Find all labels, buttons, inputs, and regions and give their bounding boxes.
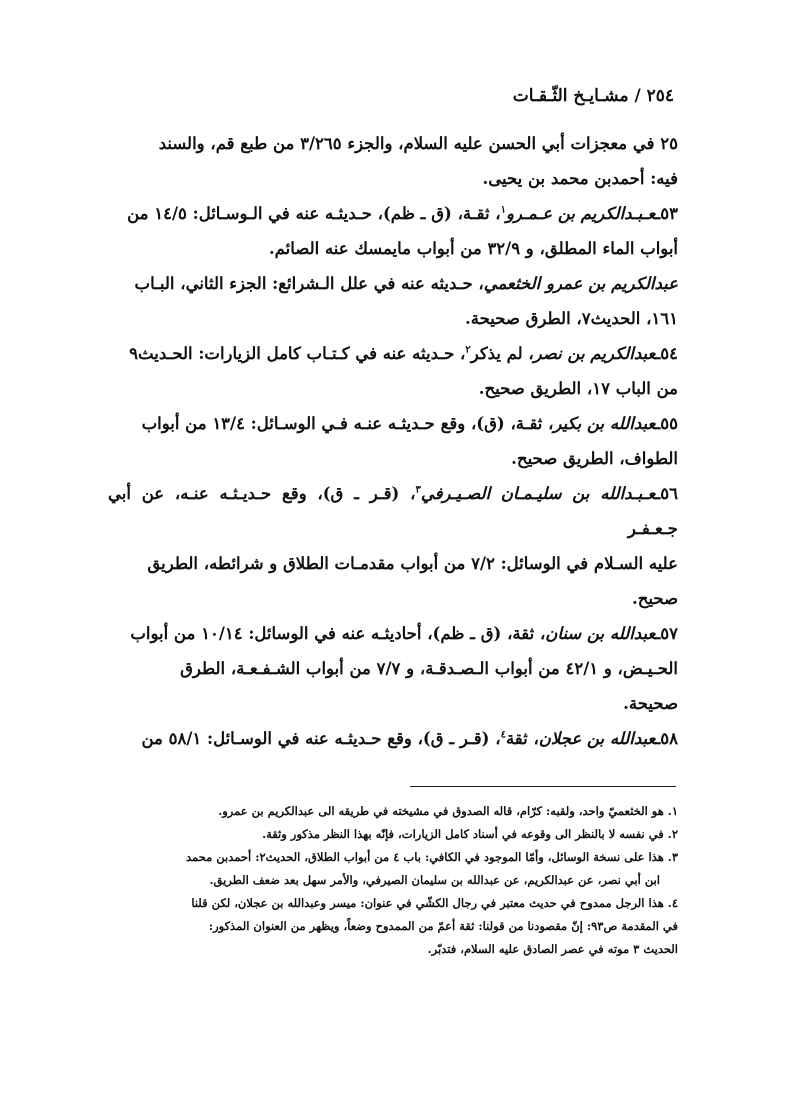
footnote-2: ٢. في نفسه لا بالنظر الى وقوعه في أسناد كامل الزيارات، فإنّه بهذا النظر مذكور وثقة. [262,827,678,841]
footnote-4 [103,892,678,961]
footnote-line: ابن أبي نصر، عن عبدالكريم، عن عبدالله بن سليمان الصيرفي، والأمر سهل بعد ضعف الطريق. [209,873,660,887]
entry-text: ، ثقة [505,729,539,748]
footnote-ref[interactable]: ١ [500,204,506,216]
footnote-divider [410,786,676,787]
footnote-line: ٣. هذا على نسخة الوسائل، وأمّا الموجود في الكافي: باب ٤ من أبواب الطلاق، الحديث٢: أحمدبن محمد [185,850,678,864]
footnote-ref[interactable]: ٣ [415,484,421,496]
footnote-line: ٤. هذا الرجل ممدوح في حديث معتبر في رجال الكشّي في عنوان: ميسر وعبدالله بن عجلان، لكن قلنا [191,896,678,910]
entry-55 [108,406,678,476]
entry-text: ، (قـر ـ ق)، وقع حـديثـه عنه في الوسـائل: ٥٨/١ من [141,729,501,748]
footnote-1: ١. هو الخثعميّ واحد، ولقبه: كرّام، قاله الصدوق في مشيخته في طريقه الى عبدالكريم بن عمرو. [218,804,678,818]
entry-53 [108,196,678,266]
text-line: صحيح. [631,589,678,608]
entry-text: ، ثقـة، (ق ـ ظم)، حـديثـه عنه في الـوسـائل: ١٤/٥ من [127,204,501,223]
entry-number: ٥٦ـ [655,484,678,503]
entry-number: ٥٨ـ [655,729,678,748]
entry-number: ٥٥ـ [655,414,678,433]
entry-53-sub [108,266,678,336]
entry-text: ، حـديثه عنه في علل الـشرائع: الجزء الثاني، البـاب [134,274,484,293]
footnote-ref[interactable]: ٢ [465,344,471,356]
text-line: عليه السـلام في الوسائل: ٧/٢ من أبواب مقدمـات الطلاق و شرائطه، الطريق [147,554,678,573]
narrator-name: عـبـدالكريم بن عـمـرو [505,204,656,223]
entry-54 [108,336,678,406]
footnote-3 [103,846,678,892]
footnote-line: الحديث ٣ موته في عصر الصادق عليه السلام، فتدبّر. [427,942,678,956]
footnote-ref[interactable]: ٤ [500,729,506,741]
entry-57 [108,616,678,721]
entry-text: ، لم يذكر [470,344,534,363]
text-line: أبواب الماء المطلق، و ٣٢/٩ من أبواب مايمسك عنه الصائم. [268,239,678,258]
running-head: ٢٥٤ / مشـايـخ الثّـقـات [512,86,674,106]
narrator-name: عـبـدالله بن سليـمـان الصـيـرفي [420,484,656,503]
entry-number: ٥٤ـ [655,344,678,363]
entry-number: ٥٧ـ [655,624,678,643]
entry-58 [108,721,678,756]
text-line: ٢٥ في معجزات أبي الحسن عليه السلام، والجزء ٣/٢٦٥ من طبع قم، والسند [158,134,678,153]
main-text [108,126,678,756]
text-line: ١٦١، الحديث٧، الطرق صحيحة. [464,309,678,328]
narrator-name: عبدالله بن بكير [553,414,656,433]
text-line: الحـيـض، و ٤٢/١ من أبواب الـصـدقـة، و ٧/٧ من أبواب الشـفـعـة، الطرق [180,659,678,678]
entry-text: ، (قـر ـ ق)، وقع حـديـثـه عنـه، عن أبي جـعـفـر [108,484,678,538]
narrator-name: عبدالكريم بن نصر [533,344,656,363]
text-line: فيه: أحمدبن محمد بن يحيى. [482,169,678,188]
entry-56 [108,476,678,616]
narrator-name: عبدالله بن عجلان [538,729,656,748]
paragraph-continuation [108,126,678,196]
entry-text: ، ثقـة، (ق)، وقع حـديثـه عنـه فـي الوسـائل: ١٣/٤ من أبواب [141,414,554,433]
entry-text: ، حـديثه عنه في كـتـاب كامل الزيارات: الحـديث٩ [129,344,466,363]
footnote-line: في المقدمة ص٩٣: إنّ مقصودنا من قولنا: ثقة أعمّ من الممدوح وضعاً، ويظهر من العنوان المذكور: [208,919,678,933]
narrator-name: عبدالله بن سنان [545,624,656,643]
entry-text: ، ثقة، (ق ـ ظم)، أحاديثـه عنه في الوسائل: ١٠/١٤ من أبواب [130,624,546,643]
narrator-name: عبدالكريم بن عمرو الخثعمي [483,274,678,293]
text-line: الطواف، الطريق صحيح. [511,449,678,468]
entry-number: ٥٣ـ [655,204,678,223]
footnotes [103,800,678,961]
text-line: صحيحة. [623,694,678,713]
text-line: من الباب ١٧، الطريق صحيح. [478,379,678,398]
